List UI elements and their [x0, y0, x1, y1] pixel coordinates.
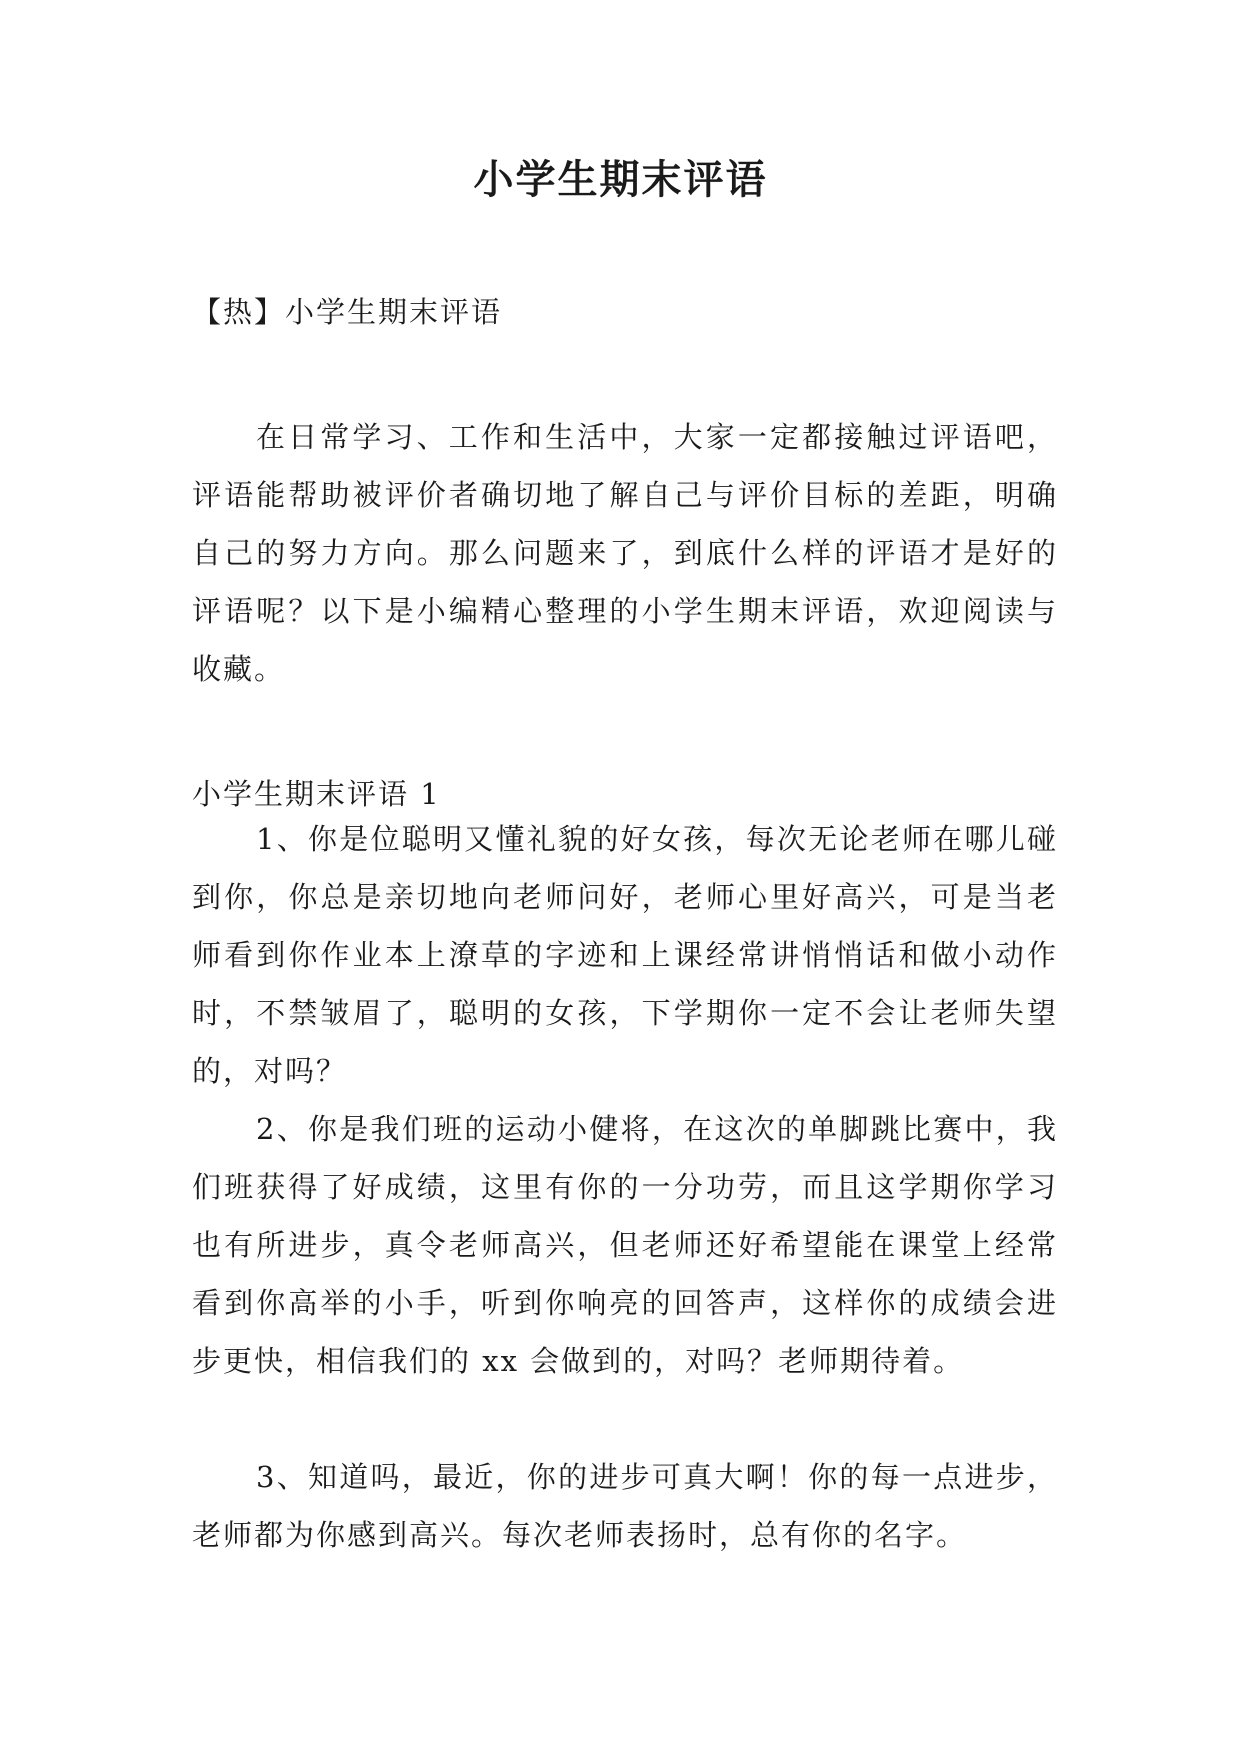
section-heading: 小学生期末评语 1	[192, 777, 441, 811]
document-subtitle: 【热】小学生期末评语	[192, 295, 503, 329]
intro-paragraph: 在日常学习、工作和生活中，大家一定都接触过评语吧，评语能帮助被评价者确切地了解自己与评价目标的差距，明确自己的努力方向。那么问题来了，到底什么样的评语才是好的评语呢？以下是小编精心整理的小学生期末评语，欢迎阅读与收藏。	[192, 420, 1058, 686]
comment-item-2: 2、你是我们班的运动小健将，在这次的单脚跳比赛中，我们班获得了好成绩，这里有你的一分功劳，而且这学期你学习也有所进步，真令老师高兴，但老师还好希望能在课堂上经常看到你高举的小手，听到你响亮的回答声，这样你的成绩会进步更快，相信我们的 xx 会做到的，对吗？老师期待着。	[192, 1112, 1058, 1378]
page-title: 小学生期末评语	[473, 156, 768, 203]
comment-item-3: 3、知道吗，最近，你的进步可真大啊！你的每一点进步，老师都为你感到高兴。每次老师表扬时，总有你的名字。	[192, 1460, 1058, 1552]
comment-item-1: 1、你是位聪明又懂礼貌的好女孩，每次无论老师在哪儿碰到你，你总是亲切地向老师问好，老师心里好高兴，可是当老师看到你作业本上潦草的字迹和上课经常讲悄悄话和做小动作时，不禁皱眉了，聪明的女孩，下学期你一定不会让老师失望的，对吗？	[192, 822, 1058, 1088]
